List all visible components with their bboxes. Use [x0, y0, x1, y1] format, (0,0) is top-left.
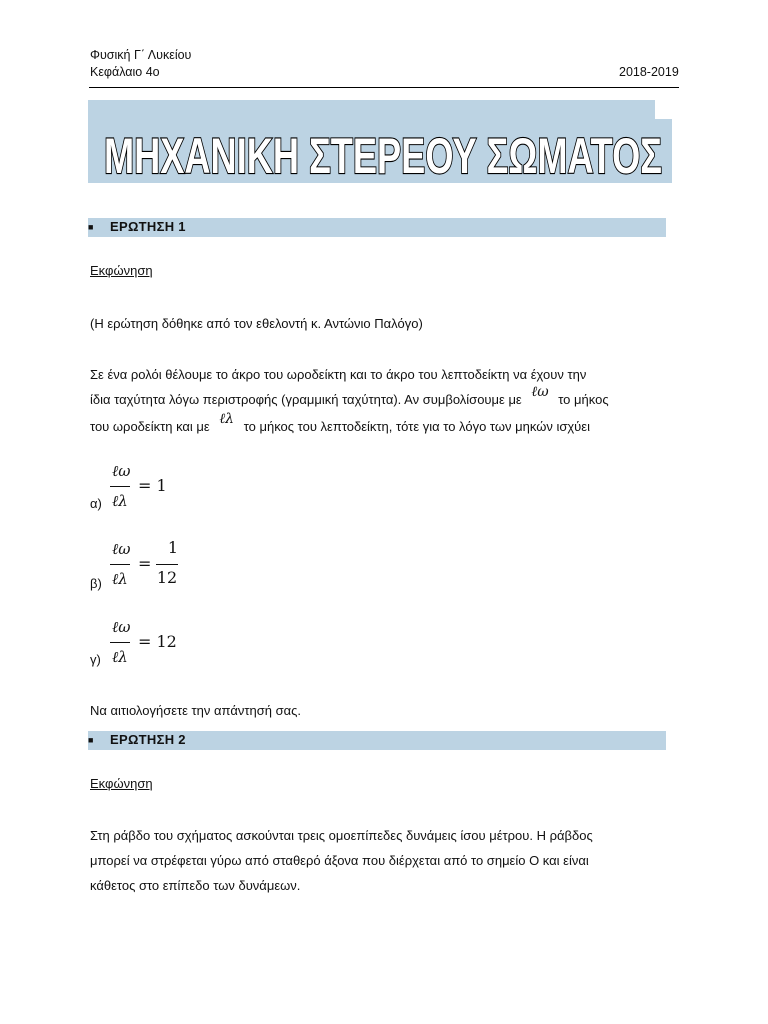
bullet-icon: ■ — [88, 222, 94, 232]
bullet-icon: ■ — [88, 735, 94, 745]
option-a-fraction-bar — [110, 486, 130, 487]
q1-line-3-text: του ωροδείκτη και με — [90, 419, 210, 434]
option-c-rhs: = 12 — [138, 632, 177, 651]
question-2-label: ΕΡΩΤΗΣΗ 2 — [110, 732, 186, 747]
course-title: Φυσική Γ΄ Λυκείου — [90, 48, 192, 62]
q1-statement-heading: Εκφώνηση — [90, 263, 153, 278]
chapter-title: Κεφάλαιο 4ο — [90, 65, 160, 79]
option-b-fraction-bar — [110, 564, 130, 565]
option-a-denominator: ℓλ — [112, 492, 128, 510]
q2-line-3: κάθετος στο επίπεδο των δυνάμεων. — [90, 878, 301, 893]
banner-title — [88, 100, 678, 190]
option-c-fraction — [110, 614, 200, 674]
q2-statement-heading: Εκφώνηση — [90, 776, 153, 791]
question-1-label: ΕΡΩΤΗΣΗ 1 — [110, 219, 186, 234]
q1-credit: (Η ερώτηση δόθηκε από τον εθελοντή κ. Αντώνιο Παλόγο) — [90, 316, 423, 331]
q1-line-3-tail: το μήκος του λεπτοδείκτη, τότε για το λόγο των μηκών ισχύει — [243, 419, 590, 434]
q1-line-2-text: ίδια ταχύτητα λόγω περιστροφής (γραμμική ταχύτητα). Αν συμβολίσουμε με — [90, 392, 522, 407]
banner-title-text: ΜΗΧΑΝΙΚΗ ΣΤΕΡΕΟΥ ΣΩΜΑΤΟΣ — [104, 128, 662, 184]
option-b-rhs-numerator: 1 — [167, 538, 179, 557]
q1-line-2 — [90, 384, 609, 413]
option-b-label: β) — [90, 576, 102, 591]
option-c-denominator: ℓλ — [112, 648, 128, 666]
q2-line-2: μπορεί να στρέφεται γύρω από σταθερό άξονα που διέρχεται από το σημείο Ο και είναι — [90, 853, 589, 868]
q1-line-3 — [90, 411, 590, 440]
q1-line-2-tail: το μήκος — [558, 392, 609, 407]
option-b-rhs-denominator: 12 — [156, 568, 178, 587]
option-c-numerator: ℓω — [112, 618, 131, 636]
school-year: 2018-2019 — [619, 65, 679, 79]
option-c-label: γ) — [90, 652, 101, 667]
q1-justify: Να αιτιολογήσετε την απάντησή σας. — [90, 703, 301, 718]
option-b-rhs-bar — [156, 564, 178, 565]
option-a-label: α) — [90, 496, 102, 511]
option-c-fraction-bar — [110, 642, 130, 643]
option-a-numerator: ℓω — [112, 462, 131, 480]
symbol-l-lambda: ℓλ — [219, 411, 235, 427]
q2-line-1: Στη ράβδο του σχήματος ασκούνται τρεις ομοεπίπεδες δυνάμεις ίσου μέτρου. Η ράβδος — [90, 828, 593, 843]
option-a-rhs: = 1 — [138, 476, 167, 495]
option-b-denominator: ℓλ — [112, 570, 128, 588]
symbol-l-omega: ℓω — [531, 384, 549, 400]
option-a-fraction — [110, 458, 190, 518]
option-b-fraction — [110, 536, 200, 596]
header-rule — [89, 87, 679, 88]
option-b-equals: = — [138, 554, 152, 573]
q1-line-1: Σε ένα ρολόι θέλουμε το άκρο του ωροδείκτη και το άκρο του λεπτοδείκτη να έχουν την — [90, 367, 587, 382]
option-b-numerator: ℓω — [112, 540, 131, 558]
